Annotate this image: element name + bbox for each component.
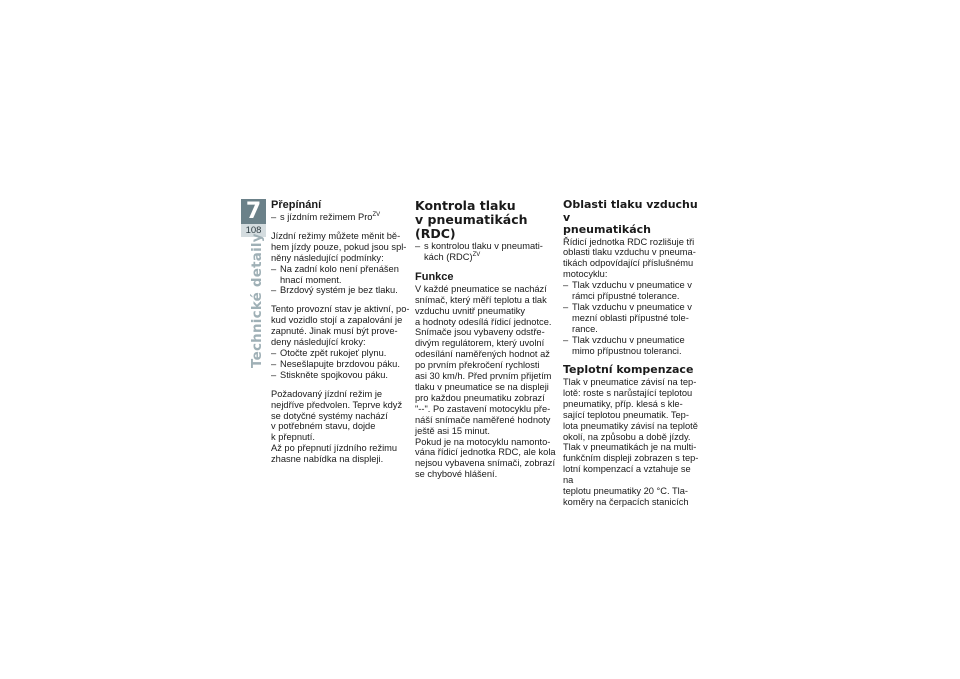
column-3	[563, 199, 703, 508]
list-item: – Tlak vzduchu v pneumatice v rámci přípustné tolerance.	[563, 280, 703, 302]
option-marker: ZV	[472, 251, 481, 258]
paragraph: Požadovaný jízdní režim je nejdříve předvolen. Teprve když se dotyčné systémy nachází v potřebném stavu, dojde k přepnutí. Až po přepnutí jízdního režimu zhasne nabídka na displeji.	[271, 388, 403, 465]
chapter-number: 7	[245, 199, 262, 224]
list-item: – Nesešlapujte brzdovou páku.	[271, 359, 413, 370]
option-item: – s jízdním režimem Pro$^{ZV}$	[271, 212, 413, 223]
paragraph: Tento provozní stav je aktivní, po- kud vozidlo stojí a zapalování je zapnuté. Jinak musí být prove- deny následující kroky:	[271, 304, 410, 348]
paragraph: Jízdní režimy můžete měnit bě- hem jízdy pouze, pokud jsou spl- něny následující podmínky:	[271, 230, 407, 263]
list-item: – Stiskněte spojkovou páku.	[271, 370, 413, 381]
heading-prepinani: Přepínání	[271, 199, 322, 211]
chapter-title: Technické detaily	[249, 233, 265, 368]
list-item: – Na zadní kolo není přenášen hnací moment.	[271, 264, 413, 286]
paragraph: V každé pneumatice se nachází snímač, který měří teplotu a tlak vzduchu uvnitř pneumatiky a hodnoty odesílá řídicí jednotce. Snímače jsou vybaveny odstře- divým regulátorem, který uvolní odesílání naměřených hodnot až po prvním překročení rychlosti asi 30 km/h. Před prvním přijetím tlaku v pneumatice se na displeji pro každou pneumatiku zobrazí "--". Po zastavení motocyklu pře- náší snímače naměřené hodnoty ještě asi 15 minut. Pokud je na motocyklu namonto- vána řídicí jednotka RDC, ale kola nejsou vybavena snímači, zobrazí se chybové hlášení.	[415, 283, 556, 480]
column-2	[415, 199, 558, 480]
option-item: – s kontrolou tlaku v pneumati- kách (RDC)$^{ZV}$	[415, 241, 558, 263]
list-item: – Brzdový systém je bez tlaku.	[271, 285, 413, 296]
heading-teplotni-kompenzace: Teplotní kompenzace	[563, 363, 694, 377]
list-item: – Tlak vzduchu v pneumatice v mezní oblasti přípustné tole- rance.	[563, 302, 703, 335]
list-item: – Tlak vzduchu v pneumatice mimo přípustnou toleranci.	[563, 335, 703, 357]
paragraph: Tlak v pneumatice závisí na tep- lotě: roste s narůstající teplotou pneumatiky, příp. klesá s kle- sající teplotou pneumatik. Tep- lota pneumatiky závisí na teplotě okolí, na způsobu a době jízdy. Tlak v pneumatikách je na multi- funkčním displeji zobrazen s tep- lotní kompenzací a vztahuje se na teplotu pneumatiky 20 °C. Tla- koměry na čerpacích stanicích	[563, 376, 699, 507]
heading-kontrola-tlaku: Kontrola tlaku v pneumatikách (RDC)	[415, 198, 528, 241]
option-marker: ZV	[372, 212, 381, 218]
page-number: 108	[241, 224, 266, 237]
paragraph: Řídicí jednotka RDC rozlišuje tři oblasti tlaku vzduchu v pneuma- tikách odpovídající příslušnému motocyklu:	[563, 236, 696, 280]
list-item: – Otočte zpět rukojeť plynu.	[271, 348, 413, 359]
heading-oblasti-tlaku: Oblasti tlaku vzduchu v pneumatikách	[563, 198, 698, 236]
column-1	[271, 199, 413, 465]
chapter-badge	[241, 199, 266, 237]
subheading-funkce: Funkce	[415, 270, 454, 283]
